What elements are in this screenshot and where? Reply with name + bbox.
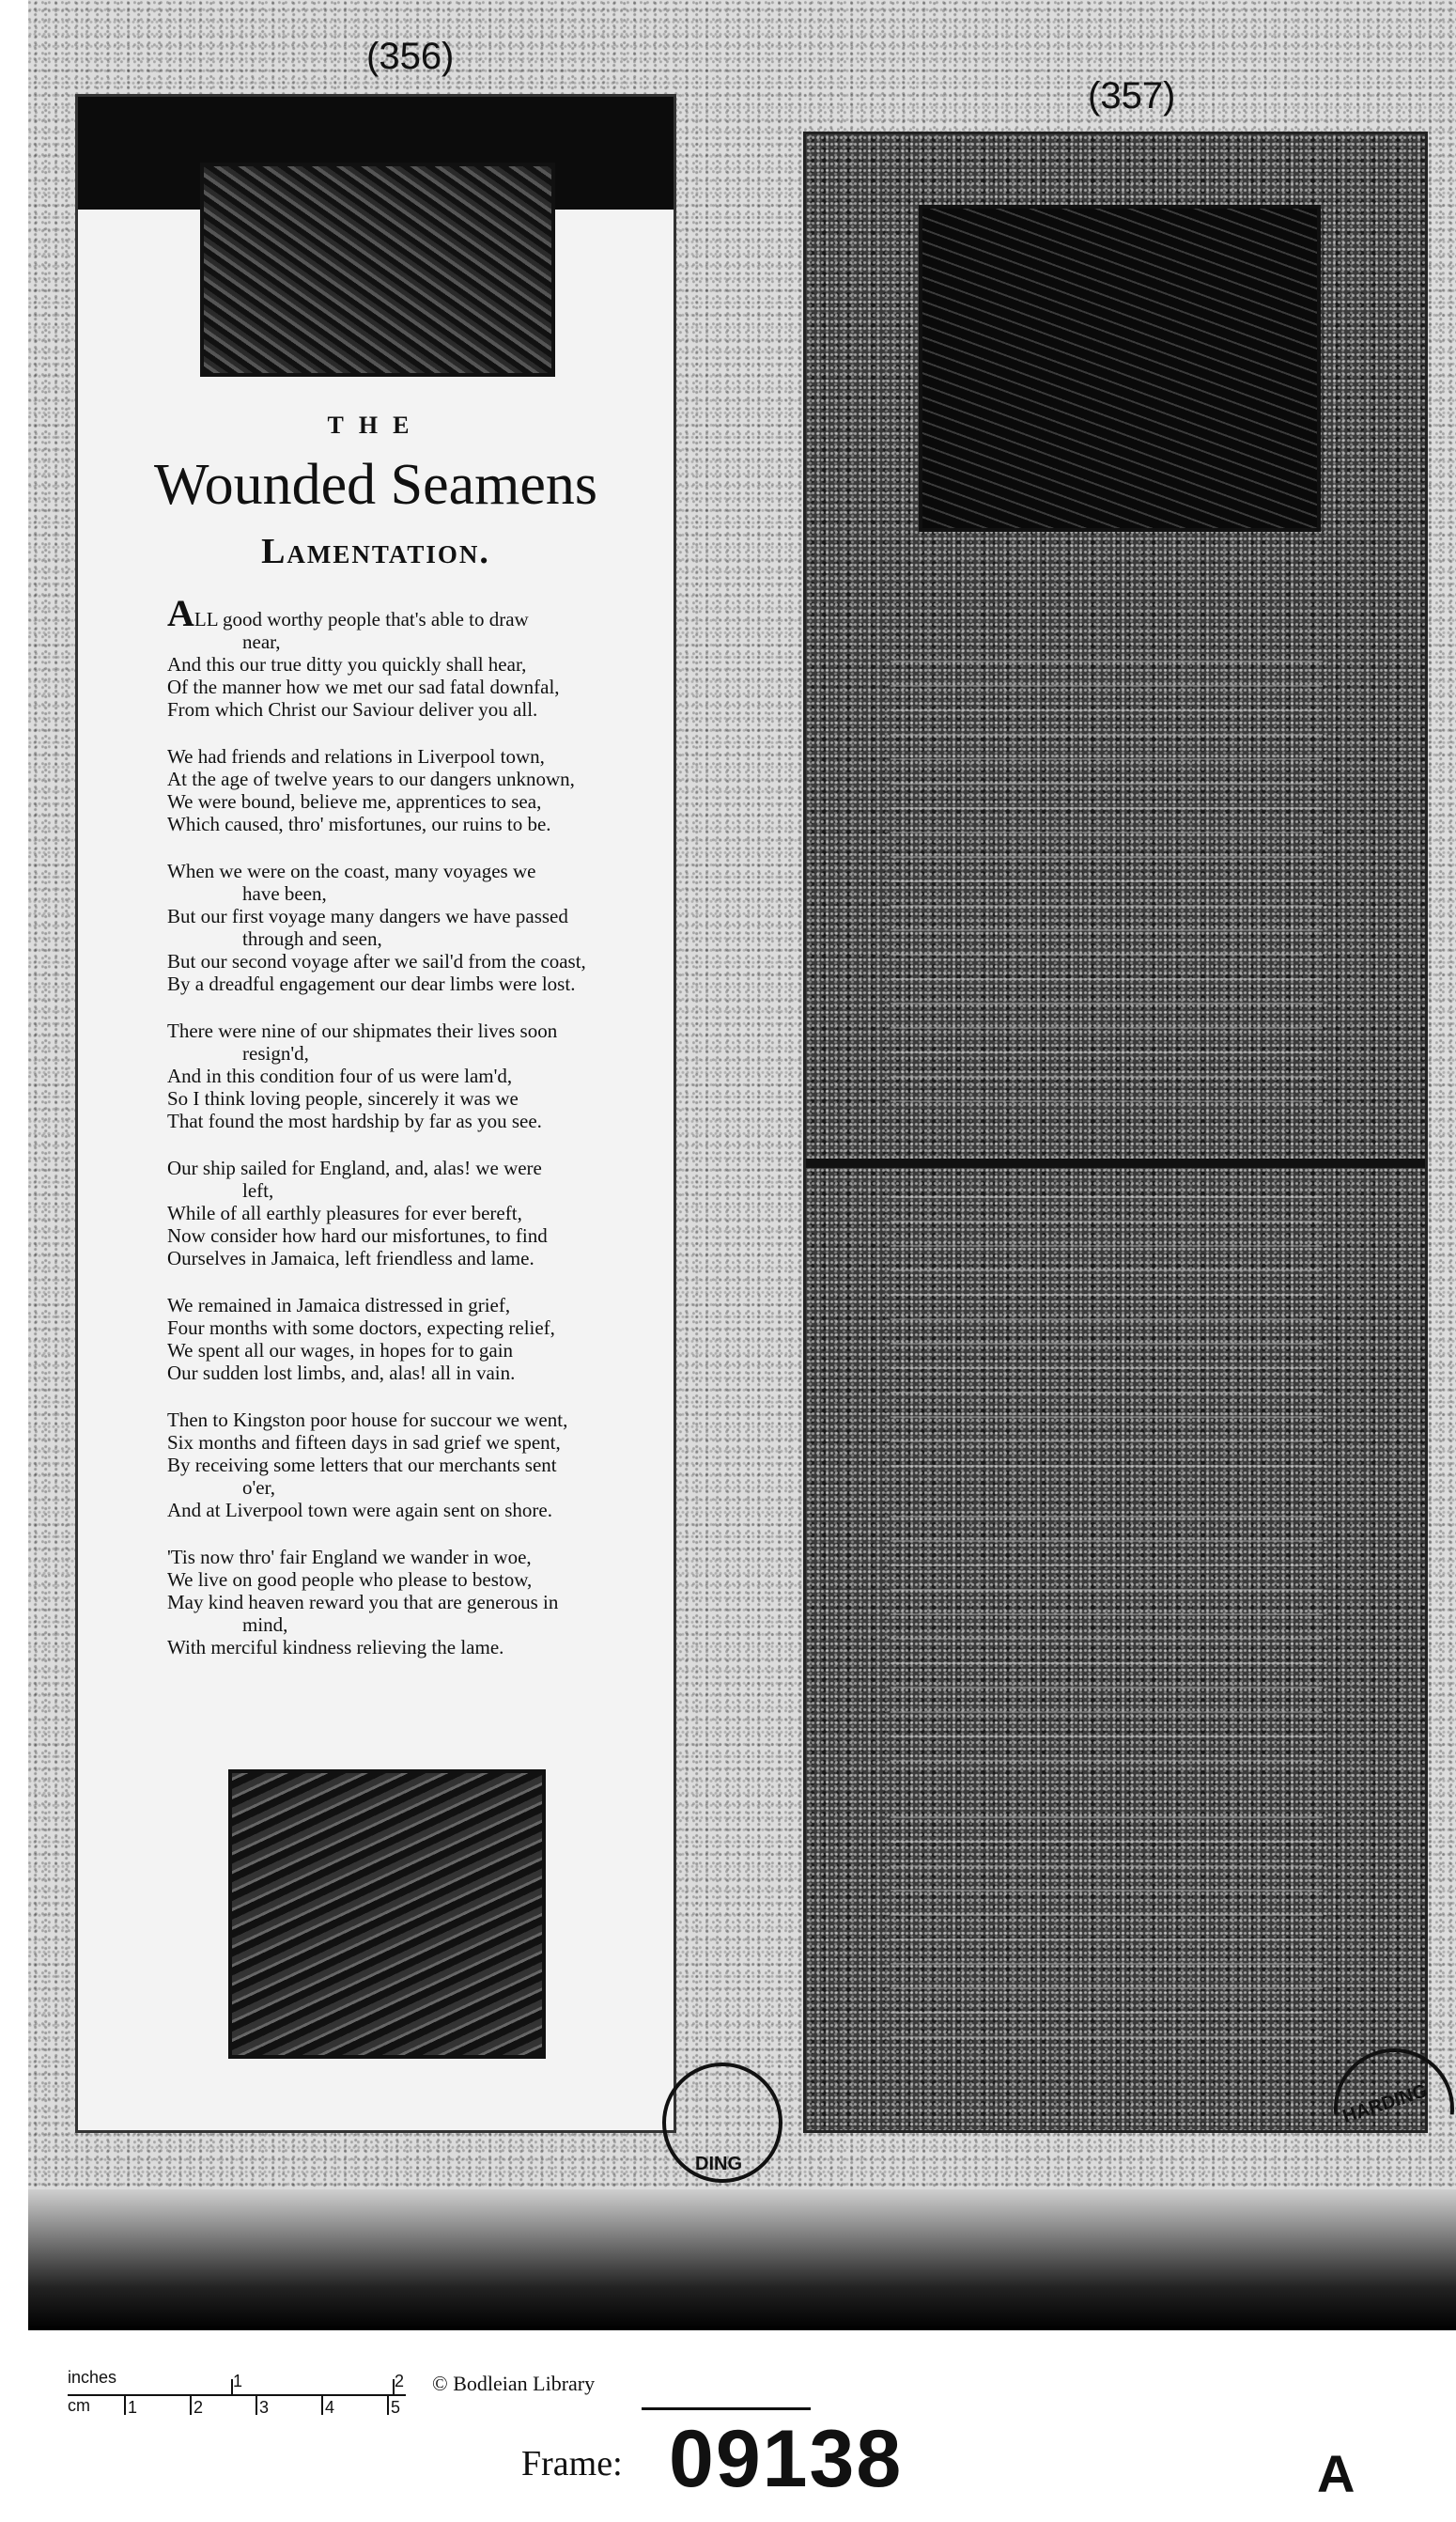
verse-line: Of the manner how we met our sad fatal downfal, [167,676,560,698]
ruler-tick [124,2394,126,2415]
frame-bar [642,2407,811,2410]
verse-line: 'Tis now thro' fair England we wander in woe, [167,1546,532,1568]
verse-line: Our ship sailed for England, and, alas! we were [167,1157,542,1179]
verse-line: So I think loving people, sincerely it was we [167,1087,519,1110]
frame-number: 09138 [669,2414,904,2504]
ruler-tick [256,2394,257,2415]
verse-line: Then to Kingston poor house for succour we went, [167,1409,568,1431]
verse-line: There were nine of our shipmates their lives soon [167,1020,558,1042]
ruler-inch-mark: 1 [233,2372,243,2390]
illegible-text-block [891,1816,1323,2061]
verse-line: From which Christ our Saviour deliver you all. [167,698,538,721]
ornament-woodcut-image [228,1769,546,2059]
verse-line: left, [242,1179,274,1202]
ruler-cm-mark: 5 [391,2398,401,2417]
stamp-left-text: DING [695,2154,742,2174]
verse-line: We live on good people who please to bestow, [167,1568,533,1591]
drop-cap: A [167,592,194,634]
stanza [167,1294,656,1384]
stanza [167,860,656,995]
illegible-text-block [891,1516,1323,1779]
stanza [167,1409,656,1521]
ballad-subtitle: Lamentation. [261,532,490,571]
stanza [167,745,656,835]
ruler-tick [387,2394,389,2415]
verse-line: May kind heaven reward you that are generous in [167,1591,559,1613]
verse-line: resign'd, [242,1042,309,1065]
verse-line: When we were on the coast, many voyages we [167,860,536,882]
stanza [167,592,656,721]
verse-line: Four months with some doctors, expecting relief, [167,1316,555,1339]
ballad-sheet-left [75,94,676,2133]
illegible-text-block [891,661,1323,1102]
verse-line: By a dreadful engagement our dear limbs were lost. [167,973,576,995]
scale-ruler [68,2368,406,2434]
ship-woodcut-image [200,163,555,377]
ruler-cm-mark: 2 [194,2398,204,2417]
ruler-tick [190,2394,192,2415]
stanza [167,1020,656,1132]
verse-line: ALL good worthy people that's able to draw [167,592,529,634]
verse-line: While of all earthly pleasures for ever bereft, [167,1202,522,1224]
ballad-title: Wounded Seamens [154,453,597,517]
ruler-tick [321,2394,323,2415]
verse-line: We spent all our wages, in hopes for to gain [167,1339,514,1362]
ruler-cm-mark: 3 [259,2398,270,2417]
stamp-right-text: HARDING [1340,2080,1431,2127]
ruler-line [68,2394,406,2396]
verse-line: Now consider how hard our misfortunes, to find [167,1224,548,1247]
ruler-cm-mark: 4 [325,2398,335,2417]
ruler-cm-mark: 1 [128,2398,138,2417]
verse-line: And at Liverpool town were again sent on shore. [167,1499,552,1521]
illegible-text-block [891,1196,1323,1478]
verse-line: through and seen, [242,927,382,950]
verse-line: mind, [242,1613,288,1636]
verse-line: But our first voyage many dangers we have passed [167,905,568,927]
verse-line: We were bound, believe me, apprentices to sea, [167,790,542,813]
verse-line: We had friends and relations in Liverpool town, [167,745,545,768]
ballad-sheet-right-illegible [803,132,1428,2133]
figure-woodcut-image [919,205,1321,532]
verse-line: That found the most hardship by far as you see. [167,1110,542,1132]
verse-line: But our second voyage after we sail'd from the coast, [167,950,586,973]
ballad-the: THE [327,412,425,439]
verse-line: Which caused, thro' misfortunes, our ruins to be. [167,813,551,835]
verse-line: o'er, [242,1476,276,1499]
verse-line: Six months and fifteen days in sad grief we spent, [167,1431,561,1454]
library-credit: © Bodleian Library [432,2372,596,2395]
verse-line: At the age of twelve years to our dangers unknown, [167,768,575,790]
ruler-inches-label: inches [68,2368,117,2387]
stanza [167,1546,656,1658]
verse-line: Our sudden lost limbs, and, alas! all in vain. [167,1362,516,1384]
scan-shadow [28,2189,1456,2330]
corner-mark: A [1317,2444,1355,2503]
page-number-right: (357) [1088,75,1176,117]
ballad-verses [167,592,656,1683]
verse-line: Ourselves in Jamaica, left friendless and lame. [167,1247,534,1269]
ruler-cm-label: cm [68,2396,90,2415]
verse-line: near, [242,630,281,653]
verse-line: By receiving some letters that our merchants sent [167,1454,557,1476]
verse-line: have been, [242,882,327,905]
page-number-left: (356) [366,36,455,77]
sheet-fold-line [806,1159,1425,1168]
verse-line: And this our true ditty you quickly shall hear, [167,653,527,676]
stanza [167,1157,656,1269]
frame-label: Frame: [521,2444,623,2483]
verse-line: And in this condition four of us were lam'd, [167,1065,513,1087]
verse-line: With merciful kindness relieving the lame. [167,1636,504,1658]
ruler-inch-mark: 2 [395,2372,405,2390]
verse-line: We remained in Jamaica distressed in grief, [167,1294,511,1316]
